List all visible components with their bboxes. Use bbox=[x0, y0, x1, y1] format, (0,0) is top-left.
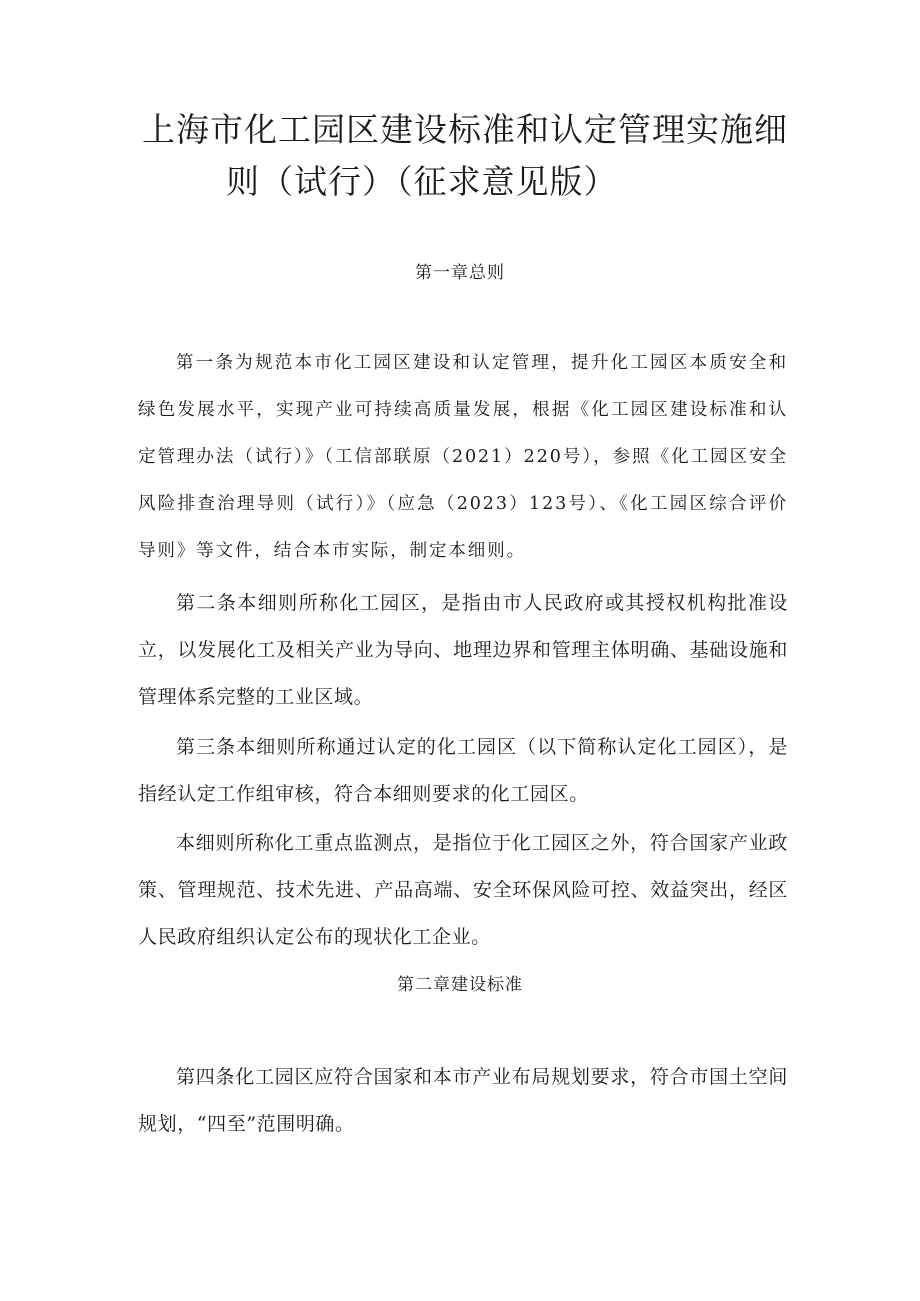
article-1-paragraph: 第一条为规范本市化工园区建设和认定管理，提升化工园区本质安全和绿色发展水平，实现产业可持续高质量发展，根据《化工园区建设标准和认定管理办法（试行）》（工信部联原（2021）220号），参照《化工园区安全风险排查治理导则（试行）》（应急（2023）123号）、《化工园区综合评价导则》等文件，结合本市实际，制定本细则。 bbox=[138, 353, 788, 561]
article-4-paragraph: 第四条化工园区应符合国家和本市产业布局规划要求，符合市国土空间规划，“四至”范围明确。 bbox=[138, 1066, 788, 1135]
chapter-1-heading: 第一章总则 bbox=[415, 263, 505, 283]
document-title bbox=[142, 104, 802, 208]
chapter-2-heading: 第二章建设标准 bbox=[397, 975, 523, 995]
title-line-1: 上海市化工园区建设标准和认定管理实施细 bbox=[142, 110, 788, 149]
title-line-2: 则（试行）（征求意见版） bbox=[226, 162, 618, 201]
article-2-paragraph: 第二条本细则所称化工园区，是指由市人民政府或其授权机构批准设立，以发展化工及相关产业为导向、地理边界和管理主体明确、基础设施和管理体系完整的工业区域。 bbox=[138, 592, 788, 708]
article-3-note-paragraph: 本细则所称化工重点监测点，是指位于化工园区之外，符合国家产业政策、管理规范、技术先进、产品高端、安全环保风险可控、效益突出，经区人民政府组织认定公布的现状化工企业。 bbox=[138, 832, 788, 948]
article-3-paragraph: 第三条本细则所称通过认定的化工园区（以下简称认定化工园区），是指经认定工作组审核，符合本细则要求的化工园区。 bbox=[138, 736, 788, 805]
